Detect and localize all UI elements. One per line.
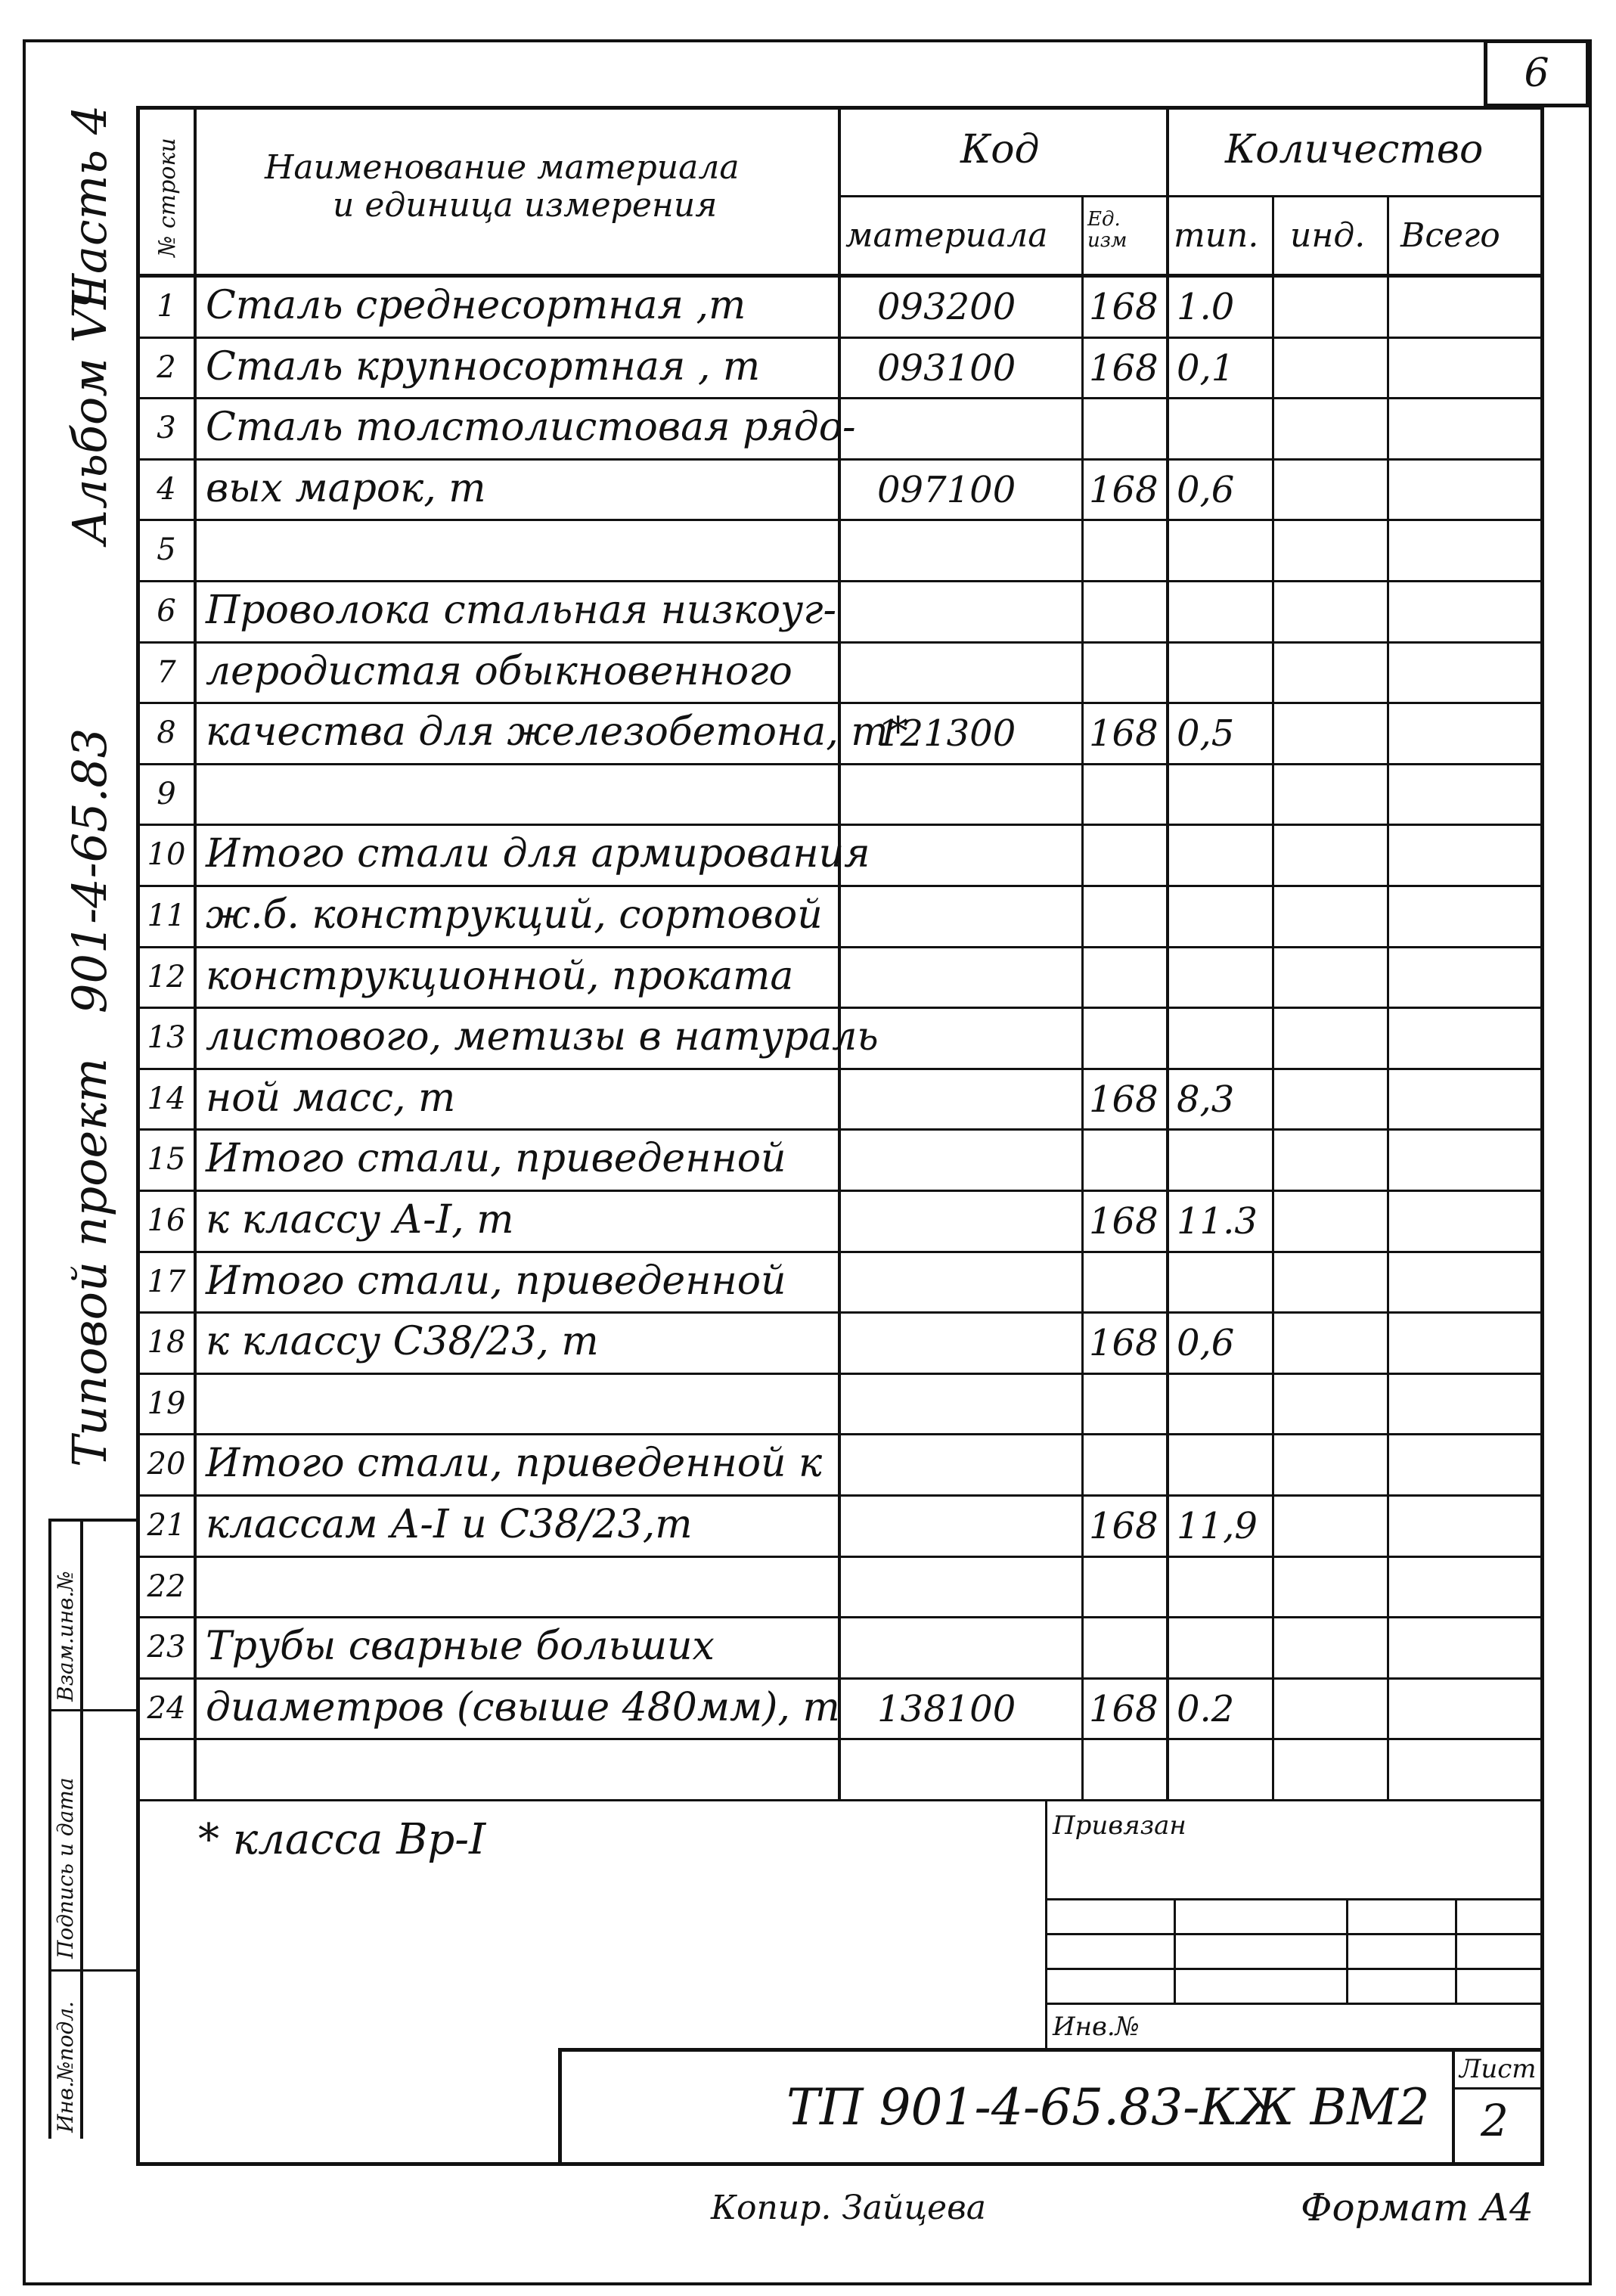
row-separator bbox=[136, 763, 1543, 765]
side-label-project: Типовой проект bbox=[62, 1057, 117, 1467]
header-name-line1: Наименование материала bbox=[265, 148, 740, 187]
row-unit: 168 bbox=[1089, 712, 1158, 756]
stamp-box-left bbox=[1045, 1800, 1047, 2049]
row-name: листового, метизы в натураль bbox=[206, 1014, 879, 1060]
row-number: 12 bbox=[147, 959, 186, 994]
row-name: Проволока стальная низкоуг- bbox=[206, 588, 837, 633]
row-name: к классу С38/23, т bbox=[206, 1319, 599, 1365]
row-typ: 0.2 bbox=[1177, 1687, 1235, 1730]
row-number: 14 bbox=[147, 1081, 186, 1116]
row-unit: 168 bbox=[1089, 1505, 1158, 1547]
header-quantity: Количество bbox=[1225, 127, 1484, 172]
row-name: леродистая обыкновенного bbox=[206, 648, 792, 694]
row-code: 121300 bbox=[877, 712, 1016, 756]
row-unit: 168 bbox=[1089, 468, 1158, 511]
row-typ: 0,6 bbox=[1177, 1322, 1235, 1365]
row-name: Итого стали, приведенной bbox=[206, 1258, 786, 1304]
col-line-unit bbox=[1081, 197, 1084, 1800]
row-separator bbox=[136, 397, 1543, 399]
row-number: 3 bbox=[157, 411, 176, 446]
row-separator bbox=[136, 1311, 1543, 1314]
row-unit: 168 bbox=[1089, 1322, 1158, 1365]
row-code: 093100 bbox=[877, 346, 1016, 389]
row-number: 5 bbox=[157, 532, 176, 568]
title-block-left bbox=[558, 2048, 562, 2166]
row-code: 138100 bbox=[877, 1687, 1016, 1730]
row-name: к классу А-I, т bbox=[206, 1197, 514, 1243]
stamp-col-left bbox=[48, 1519, 51, 2139]
row-number: 18 bbox=[147, 1325, 186, 1361]
stamp-inv-orig: Инв.№подл. bbox=[53, 2001, 78, 2133]
stamp-vert3 bbox=[1455, 1898, 1457, 2003]
footnote: * класса Вр-I bbox=[198, 1815, 486, 1864]
row-separator bbox=[136, 1373, 1543, 1375]
row-separator bbox=[136, 1068, 1543, 1070]
header-row-no: № строки bbox=[154, 138, 181, 257]
row-unit: 168 bbox=[1089, 1078, 1158, 1121]
row-number: 10 bbox=[147, 837, 186, 873]
row-typ: 0,5 bbox=[1177, 712, 1235, 756]
row-number: 21 bbox=[147, 1508, 186, 1543]
row-number: 4 bbox=[157, 471, 176, 507]
row-code: 097100 bbox=[877, 468, 1016, 511]
stamp-line4 bbox=[1045, 2003, 1544, 2005]
header-sub-line bbox=[839, 195, 1541, 197]
header-name-line2: и единица измерения bbox=[333, 186, 718, 225]
stamp-vert1 bbox=[1174, 1898, 1176, 2003]
stamp-line2 bbox=[1045, 1933, 1544, 1935]
row-separator bbox=[136, 1494, 1543, 1497]
row-name: ж.б. конструкций, сортовой bbox=[206, 892, 823, 938]
row-separator bbox=[136, 458, 1543, 461]
header-unit: Ед. изм bbox=[1087, 208, 1127, 252]
row-separator bbox=[136, 519, 1543, 521]
row-number: 20 bbox=[147, 1447, 186, 1482]
title-block-top bbox=[558, 2048, 1544, 2052]
row-typ: 8,3 bbox=[1177, 1078, 1235, 1121]
col-line-code bbox=[838, 106, 841, 1800]
row-name: качества для железобетона, т* bbox=[206, 709, 908, 756]
row-separator bbox=[136, 337, 1543, 339]
row-name: Итого стали, приведенной bbox=[206, 1136, 786, 1182]
row-separator bbox=[136, 580, 1543, 582]
row-separator bbox=[136, 1738, 1543, 1740]
row-separator bbox=[136, 824, 1543, 826]
row-unit: 168 bbox=[1089, 286, 1158, 328]
col-line-qty bbox=[1166, 106, 1169, 1800]
row-typ: 11,9 bbox=[1177, 1505, 1258, 1547]
header-total: Всего bbox=[1400, 216, 1500, 255]
row-name: вых марок, т bbox=[206, 465, 486, 511]
row-separator bbox=[136, 1677, 1543, 1680]
row-name: Сталь крупносортная , т bbox=[206, 343, 761, 389]
row-number: 9 bbox=[157, 776, 176, 811]
header-code: Код bbox=[960, 127, 1040, 172]
row-typ: 11.3 bbox=[1177, 1200, 1258, 1243]
sheet-corner-number: 6 bbox=[1484, 39, 1590, 107]
stamp-vert2 bbox=[1346, 1898, 1348, 2003]
row-number: 8 bbox=[157, 715, 176, 751]
row-number: 16 bbox=[147, 1203, 186, 1238]
header-code-material: материала bbox=[845, 216, 1048, 255]
side-label-album: Альбом VI bbox=[62, 290, 117, 545]
row-number: 1 bbox=[157, 289, 176, 324]
stamp-col-div2 bbox=[48, 1969, 139, 1972]
row-typ: 0,1 bbox=[1177, 346, 1235, 389]
row-separator bbox=[136, 641, 1543, 644]
title-block-sheet-mid bbox=[1452, 2087, 1543, 2090]
row-unit: 168 bbox=[1089, 1200, 1158, 1243]
row-typ: 0,6 bbox=[1177, 468, 1235, 511]
sheet-label: Лист bbox=[1459, 2054, 1537, 2084]
row-name: диаметров (свыше 480мм), т bbox=[206, 1684, 840, 1730]
row-number: 2 bbox=[157, 349, 176, 385]
row-number: 11 bbox=[147, 898, 186, 933]
stamp-inv-no: Инв.№ bbox=[1053, 2012, 1140, 2042]
row-name: классам А-I и С38/23,т bbox=[206, 1502, 693, 1547]
row-number: 23 bbox=[147, 1630, 186, 1665]
stamp-attached: Привязан bbox=[1053, 1810, 1186, 1841]
footer-copied: Копир. Зайцева bbox=[711, 2189, 986, 2227]
stamp-vzam-inv: Взам.инв.№ bbox=[53, 1571, 78, 1702]
stamp-col-top bbox=[48, 1519, 139, 1522]
row-number: 7 bbox=[157, 654, 176, 690]
row-number: 24 bbox=[147, 1690, 186, 1726]
row-name: Сталь среднесортная ,т bbox=[206, 283, 746, 328]
sheet-number: 2 bbox=[1481, 2095, 1509, 2146]
row-number: 13 bbox=[147, 1020, 186, 1056]
col-line-ind bbox=[1272, 197, 1274, 1800]
row-number: 19 bbox=[147, 1385, 186, 1421]
stamp-col-div1 bbox=[48, 1709, 139, 1711]
row-number: 6 bbox=[157, 594, 176, 628]
col-line-total bbox=[1387, 197, 1389, 1800]
side-label-part: Часть 4 bbox=[62, 104, 117, 310]
row-separator bbox=[136, 946, 1543, 948]
col-line-num bbox=[194, 106, 197, 1800]
stamp-sign-date: Подпись и дата bbox=[53, 1777, 78, 1959]
row-name: Итого стали, приведенной к bbox=[206, 1441, 823, 1487]
row-separator bbox=[136, 1251, 1543, 1253]
header-typ: тип. bbox=[1174, 216, 1259, 255]
stamp-line3 bbox=[1045, 1968, 1544, 1970]
row-number: 17 bbox=[147, 1264, 186, 1299]
footer-format: Формат А4 bbox=[1301, 2186, 1534, 2229]
row-separator bbox=[136, 1007, 1543, 1009]
row-name: конструкционной, проката bbox=[206, 953, 794, 999]
row-name: Итого стали для армирования bbox=[206, 831, 870, 877]
row-unit: 168 bbox=[1089, 346, 1158, 389]
row-unit: 168 bbox=[1089, 1687, 1158, 1730]
row-separator bbox=[136, 702, 1543, 704]
stamp-line1 bbox=[1045, 1898, 1544, 1900]
row-typ: 1.0 bbox=[1177, 286, 1235, 328]
row-number: 22 bbox=[147, 1568, 186, 1604]
header-ind: инд. bbox=[1290, 216, 1366, 255]
row-name: Трубы сварные больших bbox=[206, 1624, 715, 1670]
row-name: ной масс, т bbox=[206, 1075, 456, 1121]
row-separator bbox=[136, 1616, 1543, 1618]
row-separator bbox=[136, 1190, 1543, 1192]
row-separator bbox=[136, 885, 1543, 887]
stamp-col-mid bbox=[80, 1519, 83, 2139]
row-code: 093200 bbox=[877, 286, 1016, 328]
row-separator bbox=[136, 1433, 1543, 1435]
side-label-code: 901-4-65.83 bbox=[62, 728, 117, 1013]
row-name: Сталь толстолистовая рядо- bbox=[206, 405, 856, 451]
title-block-sheet-left bbox=[1452, 2048, 1455, 2166]
document-code: ТП 901-4-65.83-КЖ ВМ2 bbox=[786, 2078, 1430, 2136]
row-number: 15 bbox=[147, 1142, 186, 1177]
row-separator bbox=[136, 1128, 1543, 1131]
row-separator bbox=[136, 1799, 1543, 1801]
row-separator bbox=[136, 1556, 1543, 1558]
